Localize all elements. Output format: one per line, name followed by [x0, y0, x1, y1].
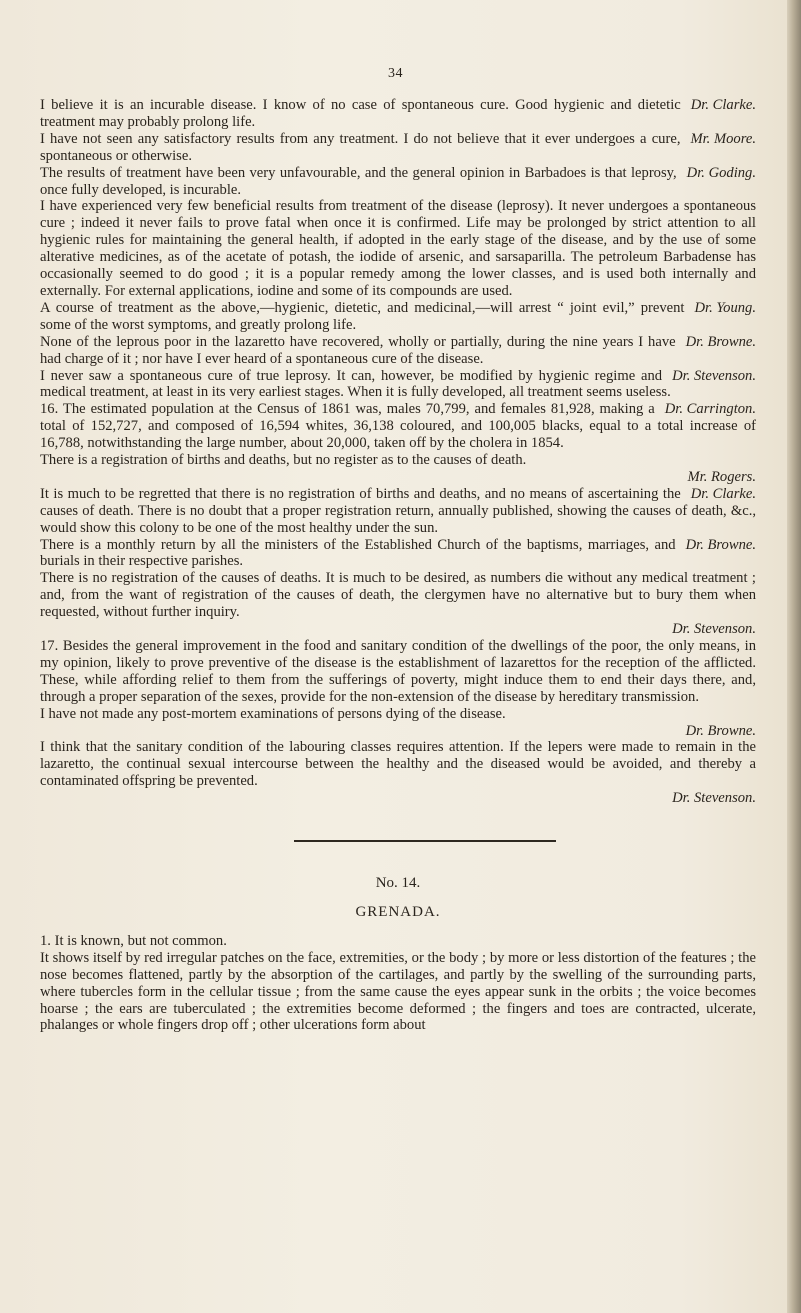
paragraph	[40, 165, 756, 199]
attribution: Dr. Goding.	[686, 164, 756, 181]
attribution: Dr. Stevenson.	[672, 367, 756, 384]
paragraph-text: 16. The estimated population at the Census of 1861 was, males 70,799, and females 81,928, making a total of 152,727, and composed of 16,594 whites, 36,138 coloured, and 100,005 blacks, equal to a total increase of 16,788, notwithstanding the large number, about 20,000, taken off by the cholera in 1854.	[40, 401, 756, 452]
page-number: 34	[388, 66, 403, 81]
paragraph-text: It is much to be regretted that there is no registration of births and deaths, and no means of ascertaining the causes of death. There is no doubt that a proper registration return, annually published, showing the causes of death, &c., would show this colony to be one of the most healthy under the sun.	[40, 485, 756, 536]
paragraph	[40, 198, 756, 299]
paragraph	[40, 368, 756, 402]
paragraph	[40, 537, 756, 571]
paragraph	[40, 486, 756, 537]
page-content	[40, 97, 756, 1034]
paragraph-text: There is a monthly return by all the ministers of the Established Church of the baptisms, marriages, and burials in their respective parishes.	[40, 536, 676, 570]
paragraph-text: I have not made any post-mortem examinations of persons dying of the disease.	[40, 705, 506, 722]
page-edge	[787, 0, 801, 1313]
paragraph-text: A course of treatment as the above,—hygienic, dietetic, and medicinal,—will arrest “ joint evil,” prevent some of the worst symptoms, and greatly prolong life.	[40, 299, 685, 333]
paragraph-text: I never saw a spontaneous cure of true leprosy. It can, however, be modified by hygienic regime and medical treatment, at least in its very earliest stages. When it is fully developed, all treatment seems useless.	[40, 367, 671, 401]
attribution: Dr. Young.	[694, 299, 756, 316]
attribution: Dr. Browne.	[685, 722, 756, 739]
paragraph-text: I have experienced very few beneficial results from treatment of the disease (leprosy). It never undergoes a spontaneous cure ; indeed it never fails to prove fatal when once it is confirmed. Life may be prolonged by strict attention to all hygienic rules for maintaining the general health, if adopted in the early stage of the disease, and by the use of some alterative medicines, as of the acetate of potash, the iodide of arsenic, and sarsaparilla. The petroleum Barbadense has occasionally seemed to do good ; it is a popular remedy among the lower classes, and is used both internally and externally. For external applications, iodine and some of its compounds are used.	[40, 198, 756, 299]
paragraph-text: I believe it is an incurable disease. I know of no case of spontaneous cure. Good hygienic and dietetic treatment may probably prolong life.	[40, 97, 681, 130]
paragraph-text: 1. It is known, but not common.	[40, 932, 227, 949]
attribution: Mr. Moore.	[690, 130, 756, 147]
paragraph	[40, 97, 756, 131]
attribution: Dr. Stevenson.	[672, 621, 756, 638]
paragraph-text: There is a registration of births and deaths, but no register as to the causes of death.	[40, 452, 527, 469]
section-divider	[40, 807, 756, 857]
paragraph	[40, 401, 756, 452]
attribution: Dr. Browne.	[685, 536, 756, 553]
section-number: No. 14.	[375, 875, 421, 892]
paragraph-text: It shows itself by red irregular patches on the face, extremities, or the body ; by more or less distortion of the features ; the nose becomes flattened, partly by the absorption of the cartilages, and partly by the swelling of the surrounding parts, where tubercles form in the cellular tissue ; from the same cause the eyes appear sunk in the orbits ; the voice becomes hoarse ; the ears are tuberculated ; the extremities become deformed ; the fingers and toes are contracted, ulcerate, phalanges or whole fingers drop off ; other ulcerations form about	[40, 949, 756, 1034]
paragraph	[40, 638, 756, 706]
attribution: Dr. Carrington.	[664, 401, 756, 418]
paragraph	[40, 131, 756, 165]
paragraph-text: 17. Besides the general improvement in the food and sanitary condition of the dwellings of the poor, the only means, in my opinion, likely to prove preventive of the disease is the establishment of lazarettos for the reception of the afflicted. These, while affording relief to them from the sufferings of poverty, might induce them to end their days there, and, through a proper separation of the sexes, provide for the non-extension of the disease by hereditary transmission.	[40, 638, 756, 705]
paragraph	[40, 452, 756, 469]
paragraph	[40, 706, 756, 723]
attribution: Dr. Clarke.	[690, 97, 756, 113]
attribution: Dr. Clarke.	[690, 485, 756, 502]
paragraph-text: The results of treatment have been very unfavourable, and the general opinion in Barbadoes is that leprosy, once fully developed, is incurable.	[40, 164, 677, 198]
evidence-paragraphs	[40, 97, 756, 807]
attribution: Dr. Browne.	[685, 333, 756, 350]
paragraph	[40, 739, 756, 790]
paragraph	[40, 950, 756, 1035]
attribution: Dr. Stevenson.	[672, 790, 756, 807]
paragraph	[40, 933, 756, 950]
paragraph-text: There is no registration of the causes of deaths. It is much to be desired, as numbers die without any medical treatment ; and, from the want of registration of the causes of death, the clergymen have no alternative but to bury them when requested, without further inquiry.	[40, 570, 756, 621]
paragraph-text: I have not seen any satisfactory results from any treatment. I do not believe that it ever undergoes a cure, spontaneous or otherwise.	[40, 130, 681, 164]
section-heading: GRENADA.	[355, 903, 441, 920]
attribution: Mr. Rogers.	[687, 468, 756, 485]
paragraph	[40, 570, 756, 621]
divider-rule	[294, 840, 556, 842]
paragraph	[40, 300, 756, 334]
paragraph-text: I think that the sanitary condition of the labouring classes requires attention. If the lepers were made to remain in the lazaretto, the continual sexual intercourse between the healthy and the diseased would be avoided, and thereby a contaminated offspring be prevented.	[40, 739, 756, 790]
paragraph	[40, 334, 756, 368]
paragraph-text: None of the leprous poor in the lazaretto have recovered, wholly or partially, during the nine years I have had charge of it ; nor have I ever heard of a spontaneous cure of the disease.	[40, 333, 676, 367]
